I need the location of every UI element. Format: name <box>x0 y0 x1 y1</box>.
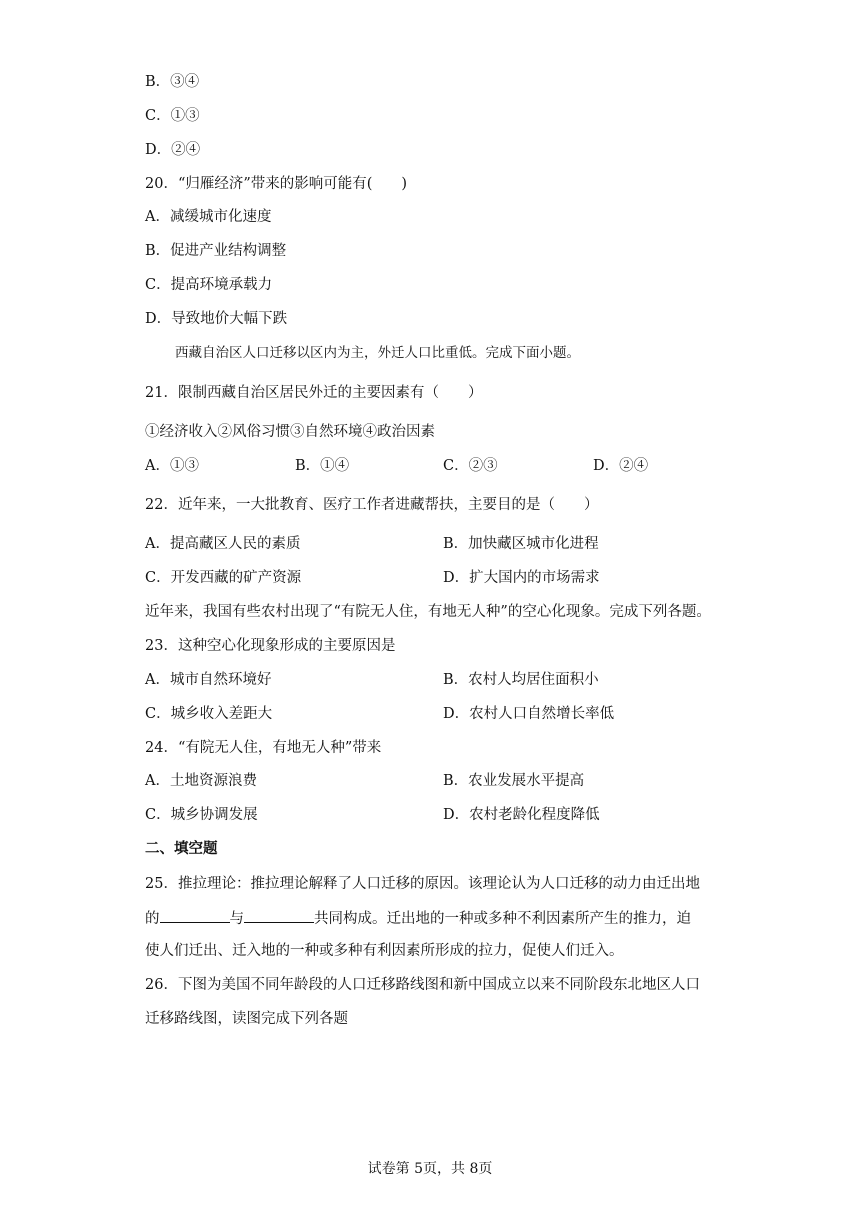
question-21: 21．限制西藏自治区居民外迁的主要因素有（ ） <box>145 385 483 401</box>
question-25-line-3: 使人们迁出、迁入地的一种或多种有利因素所形成的拉力，促使人们迁入。 <box>145 943 624 959</box>
q24-option-d: D．农村老龄化程度降低 <box>443 807 600 823</box>
q23-option-c: C．城乡收入差距大 <box>145 706 273 722</box>
q19-option-b: B．③④ <box>145 74 200 90</box>
question-20: 20．“归雁经济”带来的影响可能有( ) <box>145 176 408 192</box>
question-25-line-2 <box>145 908 691 929</box>
q24-option-c: C．城乡协调发展 <box>145 807 258 823</box>
question-26-line-1: 26．下图为美国不同年龄段的人口迁移路线图和新中国成立以来不同阶段东北地区人口 <box>145 977 700 993</box>
q20-option-b: B．促进产业结构调整 <box>145 243 287 259</box>
q24-option-a: A．土地资源浪费 <box>145 773 257 789</box>
section-heading-fill-in: 二、填空题 <box>145 841 218 857</box>
q21-option-b: B．①④ <box>295 458 350 474</box>
intro-23: 近年来，我国有些农村出现了“有院无人住，有地无人种”的空心化现象。完成下列各题。 <box>145 604 711 620</box>
q25-text-a: 的 <box>145 911 160 927</box>
page-footer: 试卷第 5页，共 8页 <box>367 1161 493 1177</box>
q24-option-b: B．农业发展水平提高 <box>443 773 585 789</box>
question-26-line-2: 迁移路线图，读图完成下列各题 <box>145 1011 348 1027</box>
q25-blank-1[interactable] <box>160 908 230 923</box>
q21-options-list: ①经济收入②风俗习惯③自然环境④政治因素 <box>145 424 435 440</box>
question-24: 24．“有院无人住，有地无人种”带来 <box>145 740 382 756</box>
q25-text-b: 与 <box>229 911 244 927</box>
q25-blank-2[interactable] <box>244 908 314 923</box>
q19-option-d: D．②④ <box>145 142 201 158</box>
q20-option-a: A．减缓城市化速度 <box>145 209 272 225</box>
q22-option-c: C．开发西藏的矿产资源 <box>145 570 302 586</box>
q25-text-c: 共同构成。迁出地的一种或多种不利因素所产生的推力，迫 <box>314 911 691 927</box>
q20-option-d: D．导致地价大幅下跌 <box>145 311 288 327</box>
question-25-line-1: 25．推拉理论：推拉理论解释了人口迁移的原因。该理论认为人口迁移的动力由迁出地 <box>145 876 700 892</box>
q23-option-b: B．农村人均居住面积小 <box>443 672 599 688</box>
q20-option-c: C．提高环境承载力 <box>145 277 273 293</box>
q21-option-c: C．②③ <box>443 458 498 474</box>
question-22: 22．近年来，一大批教育、医疗工作者进藏帮扶，主要目的是（ ） <box>145 497 599 513</box>
q19-option-c: C．①③ <box>145 108 200 124</box>
question-23: 23．这种空心化现象形成的主要原因是 <box>145 638 396 654</box>
q21-option-d: D．②④ <box>593 458 649 474</box>
q21-option-a: A．①③ <box>145 458 199 474</box>
q23-option-d: D．农村人口自然增长率低 <box>443 706 615 722</box>
intro-21: 西藏自治区人口迁移以区内为主，外迁人口比重低。完成下面小题。 <box>175 345 580 361</box>
q22-option-d: D．扩大国内的市场需求 <box>443 570 600 586</box>
q22-option-b: B．加快藏区城市化进程 <box>443 536 599 552</box>
q23-option-a: A．城市自然环境好 <box>145 672 272 688</box>
q22-option-a: A．提高藏区人民的素质 <box>145 536 301 552</box>
